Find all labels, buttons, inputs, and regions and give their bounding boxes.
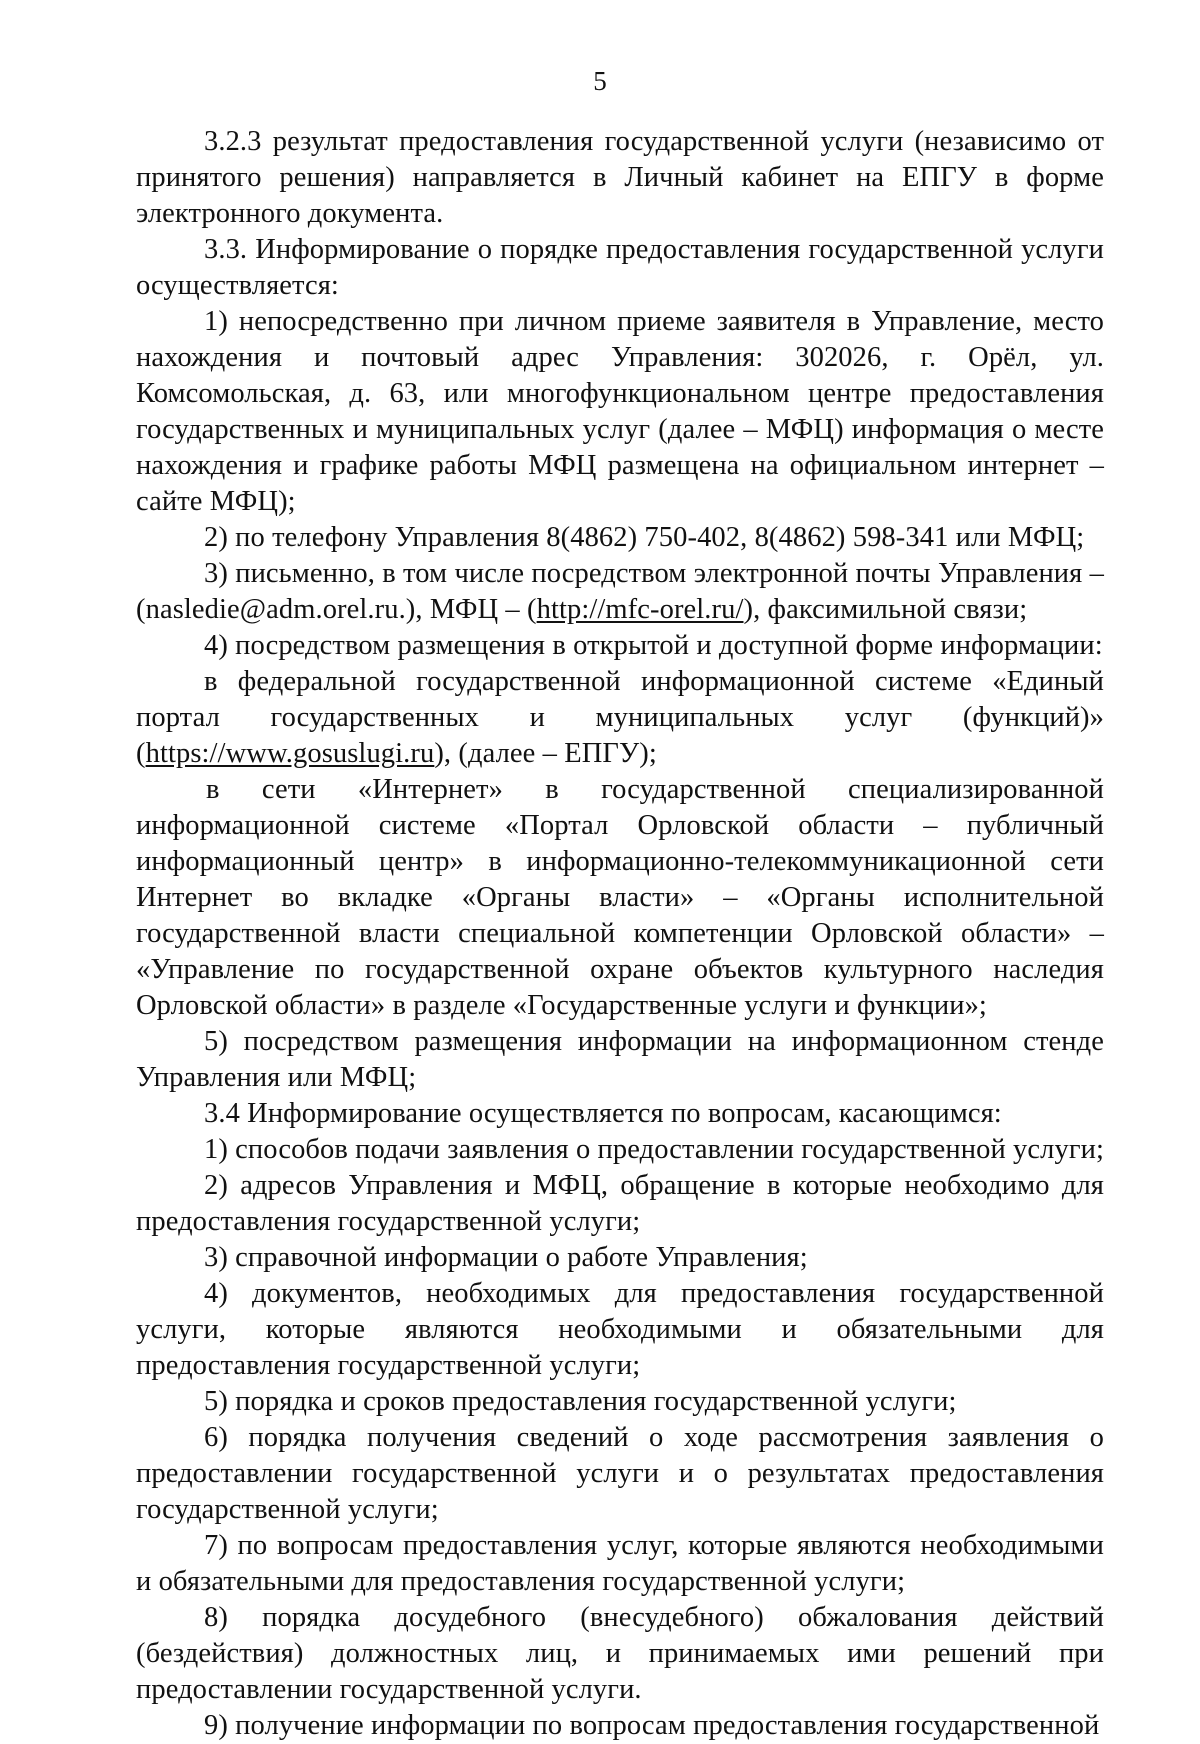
list-item-3-3-5: 5) посредством размещения информации на информационном стенде Управления или МФЦ; bbox=[136, 1026, 1104, 1093]
sub-item-internet: в сети «Интернет» в государственной специализированной информационной системе «Портал Орловской области – публичный информационный центр» в информационно-телекоммуникационной сети Интернет во вкладке «Органы власти» – «Органы исполнительной государственной власти специальной компетенции Орловской области» – «Управление по государственной охране объектов культурного наследия Орловской области» в разделе «Государственные услуги и функции»; bbox=[136, 774, 1104, 1021]
page-number: 5 bbox=[593, 66, 607, 96]
list-item-3-4-6: 6) порядка получения сведений о ходе рассмотрения заявления о предоставлении государственной услуги и о результатах предоставления государственной услуги; bbox=[136, 1422, 1104, 1525]
list-item-3-3-2: 2) по телефону Управления 8(4862) 750-402, 8(4862) 598-341 или МФЦ; bbox=[204, 522, 1085, 553]
list-item-3-3-3 bbox=[136, 556, 1104, 628]
list-item-3-4-8: 8) порядка досудебного (внесудебного) обжалования действий (бездействия) должностных лиц, и принимаемых ими решений при предоставлении государственной услуги. bbox=[136, 1602, 1104, 1705]
sub-item-epgu-text-before: в федеральной государственной информационной системе «Единый портал государственных и муниципальных услуг (функций)» ( bbox=[136, 666, 1104, 769]
list-item-3-4-1: 1) способов подачи заявления о предоставлении государственной услуги; bbox=[204, 1134, 1104, 1165]
list-item-3-3-3-text-before: 3) письменно, в том числе посредством электронной почты Управления – (nasledie@adm.orel.ru.), МФЦ – ( bbox=[136, 558, 1104, 625]
list-item-3-3-1: 1) непосредственно при личном приеме заявителя в Управление, место нахождения и почтовый адрес Управления: 302026, г. Орёл, ул. Комсомольская, д. 63, или многофункциональном центре предоставления государственных и муниципальных услуг (далее – МФЦ) информация о месте нахождения и графике работы МФЦ размещена на официальном интернет – сайте МФЦ); bbox=[136, 306, 1104, 517]
list-item-3-4-3: 3) справочной информации о работе Управления; bbox=[204, 1242, 808, 1273]
list-item-3-4-5: 5) порядка и сроков предоставления государственной услуги; bbox=[204, 1386, 957, 1417]
list-item-3-3-4: 4) посредством размещения в открытой и доступной форме информации: bbox=[204, 630, 1103, 661]
list-item-3-4-4: 4) документов, необходимых для предоставления государственной услуги, которые являются необходимыми и обязательными для предоставления государственной услуги; bbox=[136, 1278, 1104, 1381]
sub-item-epgu bbox=[136, 664, 1104, 772]
paragraph-3-3: 3.3. Информирование о порядке предоставления государственной услуги осуществляется: bbox=[136, 234, 1104, 301]
paragraph-3-2-3: 3.2.3 результат предоставления государственной услуги (независимо от принятого решения) направляется в Личный кабинет на ЕПГУ в форме электронного документа. bbox=[136, 126, 1104, 229]
gosuslugi-link[interactable]: https://www.gosuslugi.ru bbox=[145, 738, 435, 769]
list-item-3-4-9: 9) получение информации по вопросам предоставления государственной bbox=[204, 1710, 1100, 1741]
document-body bbox=[136, 124, 1104, 1744]
list-item-3-3-3-text-after: ), факсимильной связи; bbox=[743, 594, 1028, 625]
paragraph-3-4: 3.4 Информирование осуществляется по вопросам, касающимся: bbox=[204, 1098, 1002, 1129]
list-item-3-4-2: 2) адресов Управления и МФЦ, обращение в которые необходимо для предоставления государственной услуги; bbox=[136, 1170, 1104, 1237]
mfc-site-link[interactable]: http://mfc-orel.ru/ bbox=[536, 594, 744, 625]
sub-item-epgu-text-after: ), (далее – ЕПГУ); bbox=[434, 738, 657, 769]
list-item-3-4-7: 7) по вопросам предоставления услуг, которые являются необходимыми и обязательными для предоставления государственной услуги; bbox=[136, 1530, 1104, 1597]
